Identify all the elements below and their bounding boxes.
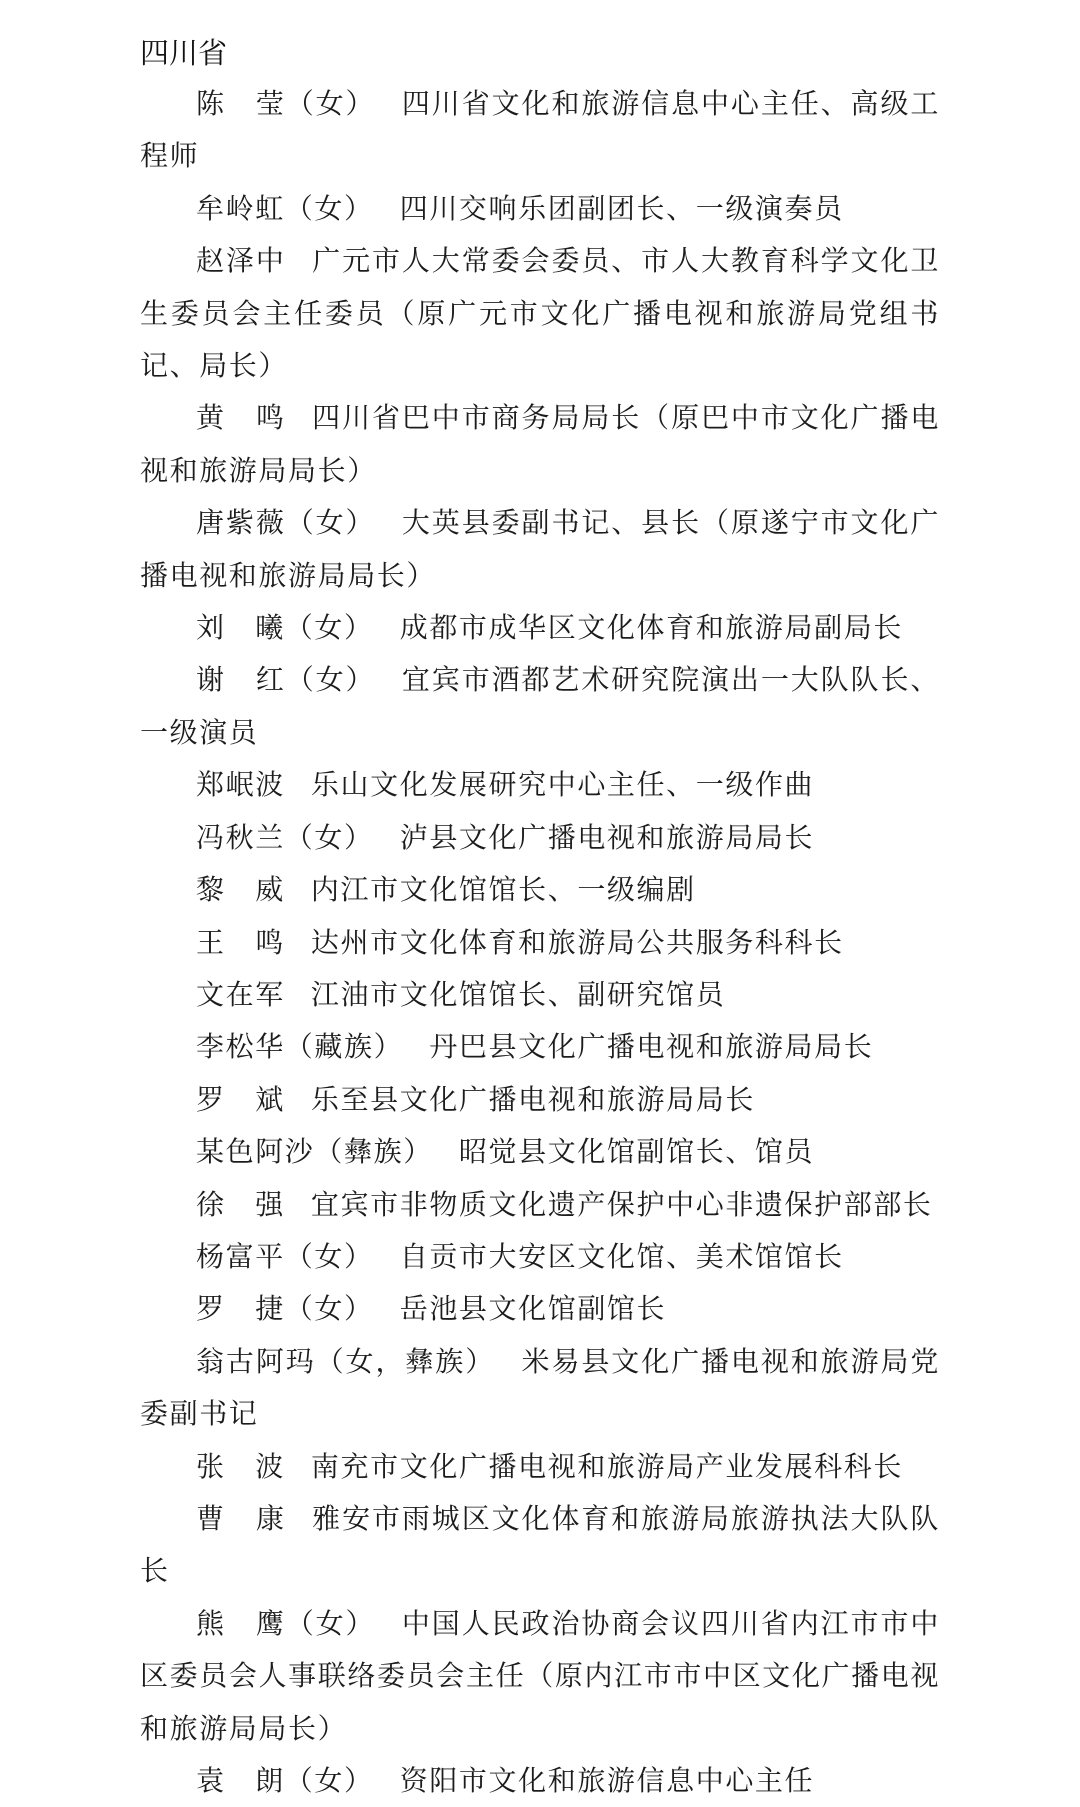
person-position: 大英县委副书记、县长（原遂宁市文化广播电视和旅游局局长） — [140, 506, 940, 592]
person-name: 某色阿沙（彝族） — [196, 1135, 433, 1169]
person-position: 丹巴县文化广播电视和旅游局局长 — [429, 1030, 874, 1064]
person-position: 广元市人大常委会委员、市人大教育科学文化卫生委员会主任委员（原广元市文化广播电视和旅游局党组书记、局长） — [140, 244, 940, 383]
person-position: 达州市文化体育和旅游局公共服务科科长 — [310, 925, 844, 959]
person-name: 黄 鸣 — [196, 401, 286, 435]
personnel-list — [140, 78, 940, 1807]
list-item — [140, 1598, 940, 1755]
person-name: 陈 莹（女） — [196, 87, 376, 120]
list-item — [140, 1336, 940, 1441]
person-position: 米易县文化广播电视和旅游局党委副书记 — [140, 1344, 940, 1431]
province-heading: 四川省 — [140, 36, 228, 70]
person-position: 宜宾市酒都艺术研究院演出一大队队长、一级演员 — [140, 663, 940, 749]
person-name: 杨富平（女） — [196, 1239, 374, 1273]
person-name: 文在军 — [196, 977, 285, 1011]
list-item — [140, 917, 940, 969]
list-item — [140, 1021, 940, 1073]
person-position: 资阳市文化和旅游信息中心主任 — [399, 1764, 815, 1797]
list-item — [140, 1441, 940, 1493]
person-position: 自贡市大安区文化馆、美术馆馆长 — [399, 1239, 844, 1273]
person-name: 牟岭虹（女） — [196, 191, 374, 225]
list-item — [140, 1126, 940, 1178]
person-position: 乐至县文化广播电视和旅游局局长 — [310, 1082, 755, 1116]
list-item — [140, 1231, 940, 1283]
person-name: 翁古阿玛（女，彝族） — [196, 1344, 496, 1378]
list-item — [140, 235, 940, 392]
person-position: 四川交响乐团副团长、一级演奏员 — [399, 191, 844, 225]
list-item — [140, 497, 940, 602]
person-name: 黎 威 — [196, 873, 285, 907]
person-position: 四川省文化和旅游信息中心主任、高级工程师 — [140, 87, 940, 173]
list-item — [140, 78, 940, 183]
list-item — [140, 864, 940, 916]
person-name: 罗 斌 — [196, 1082, 285, 1116]
person-name: 袁 朗（女） — [196, 1764, 374, 1797]
person-position: 岳池县文化馆副馆长 — [399, 1292, 667, 1326]
person-position: 南充市文化广播电视和旅游局产业发展科科长 — [310, 1449, 903, 1483]
person-position: 昭觉县文化馆副馆长、馆员 — [458, 1135, 815, 1169]
document-body — [140, 28, 940, 1807]
list-item — [140, 1074, 940, 1126]
person-position: 四川省巴中市商务局局长（原巴中市文化广播电视和旅游局局长） — [140, 401, 940, 487]
person-position: 内江市文化馆馆长、一级编剧 — [310, 873, 696, 907]
person-name: 冯秋兰（女） — [196, 820, 374, 854]
list-item — [140, 969, 940, 1021]
list-item — [140, 183, 940, 235]
list-item — [140, 812, 940, 864]
list-item — [140, 602, 940, 654]
person-position: 宜宾市非物质文化遗产保护中心非遗保护部部长 — [310, 1187, 933, 1221]
list-item — [140, 1179, 940, 1231]
list-item — [140, 759, 940, 811]
person-name: 罗 捷（女） — [196, 1292, 374, 1326]
person-position: 雅安市雨城区文化体育和旅游局旅游执法大队队长 — [140, 1501, 940, 1588]
person-name: 郑岷波 — [196, 768, 285, 802]
list-item — [140, 1283, 940, 1335]
person-name: 谢 红（女） — [196, 663, 376, 697]
person-name: 张 波 — [196, 1449, 285, 1483]
list-item — [140, 654, 940, 759]
list-item — [140, 1493, 940, 1598]
person-name: 赵泽中 — [196, 244, 286, 278]
person-name: 李松华（藏族） — [196, 1030, 404, 1064]
person-position: 成都市成华区文化体育和旅游局副局长 — [399, 611, 903, 645]
person-name: 徐 强 — [196, 1187, 285, 1221]
list-item — [140, 392, 940, 497]
person-name: 熊 鹰（女） — [196, 1606, 376, 1640]
person-position: 泸县文化广播电视和旅游局局长 — [399, 820, 815, 854]
person-name: 曹 康 — [196, 1501, 286, 1535]
person-position: 中国人民政治协商会议四川省内江市市中区委员会人事联络委员会主任（原内江市市中区文化广播电视和旅游局局长） — [140, 1606, 940, 1745]
list-item — [140, 1755, 940, 1807]
person-name: 刘 曦（女） — [196, 611, 374, 645]
person-name: 唐紫薇（女） — [196, 506, 376, 540]
person-position: 江油市文化馆馆长、副研究馆员 — [310, 977, 726, 1011]
person-position: 乐山文化发展研究中心主任、一级作曲 — [310, 768, 815, 802]
person-name: 王 鸣 — [196, 925, 285, 959]
